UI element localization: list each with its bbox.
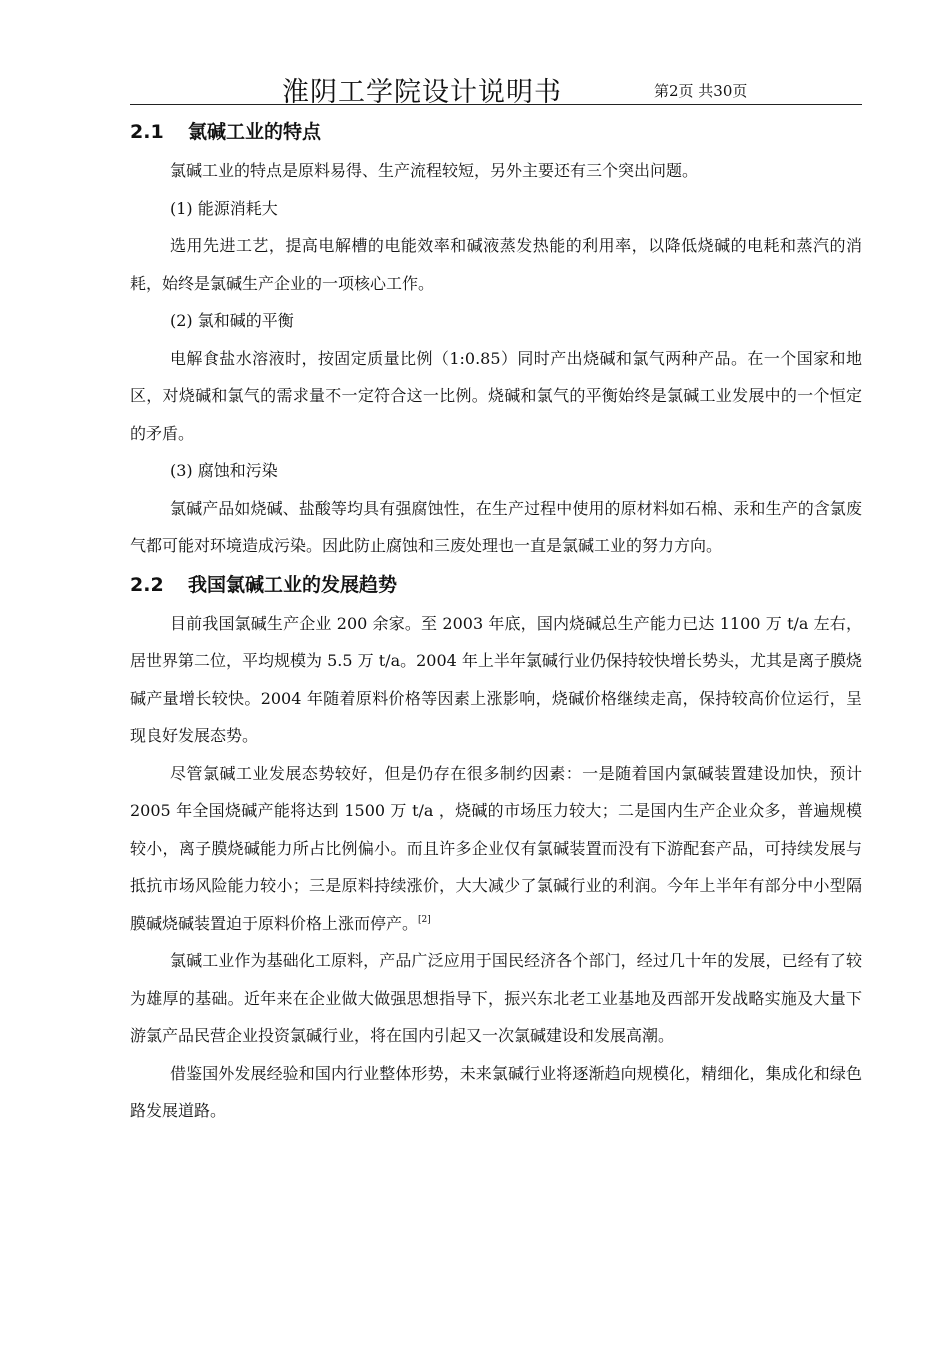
paragraph <box>130 755 862 943</box>
paragraph: 目前我国氯碱生产企业 200 余家。至 2003 年底，国内烧碱总生产能力已达 1100 万 t/a 左右，居世界第二位，平均规模为 5.5 万 t/a。2004 年上半年氯碱行业仍保持较快增长势头，尤其是离子膜烧碱产量增长较快。2004 年随着原料价格等因素上涨影响，烧碱价格继续走高，保持较高价位运行，呈现良好发展态势。 <box>130 613 862 745</box>
citation-ref: [2] <box>418 914 431 925</box>
section-number: 2.2 <box>130 573 164 596</box>
paragraph: 电解食盐水溶液时，按固定质量比例（1:0.85）同时产出烧碱和氯气两种产品。在一个国家和地区，对烧碱和氯气的需求量不一定符合这一比例。烧碱和氯气的平衡始终是氯碱工业发展中的一个恒定的矛盾。 <box>130 348 862 443</box>
section-title: 氯碱工业的特点 <box>188 121 322 143</box>
section-intro: 氯碱工业的特点是原料易得、生产流程较短，另外主要还有三个突出问题。 <box>170 161 699 180</box>
list-item-title: (3) 腐蚀和污染 <box>170 461 278 480</box>
document-body <box>130 112 862 1130</box>
list-item-title: (2) 氯和碱的平衡 <box>170 311 294 330</box>
list-item-title: (1) 能源消耗大 <box>170 198 278 218</box>
header-title: 淮阴工学院设计说明书 <box>282 77 562 108</box>
section-heading-2-2 <box>130 565 862 605</box>
section-number: 2.1 <box>130 121 164 143</box>
paragraph: 借鉴国外发展经验和国内行业整体形势，未来氯碱行业将逐渐趋向规模化，精细化，集成化和绿色路发展道路。 <box>130 1063 862 1120</box>
paragraph: 选用先进工艺，提高电解槽的电能效率和碱液蒸发热能的利用率，以降低烧碱的电耗和蒸汽的消耗，始终是氯碱生产企业的一项核心工作。 <box>130 236 862 293</box>
section-heading-2-1 <box>130 112 862 152</box>
section-title: 我国氯碱工业的发展趋势 <box>188 573 398 596</box>
paragraph: 氯碱产品如烧碱、盐酸等均具有强腐蚀性，在生产过程中使用的原材料如石棉、汞和生产的含氯废气都可能对环境造成污染。因此防止腐蚀和三废处理也一直是氯碱工业的努力方向。 <box>130 498 862 555</box>
paragraph-text: 尽管氯碱工业发展态势较好，但是仍存在很多制约因素：一是随着国内氯碱装置建设加快，预计 2005 年全国烧碱产能将达到 1500 万 t/a ，烧碱的市场压力较大；二是国内生产企业众多，普遍规模较小，离子膜烧碱能力所占比例偏小。而且许多企业仅有氯碱装置而没有下游配套产品，可持续发展与抵抗市场风险能力较小；三是原料持续涨价，大大减少了氯碱行业的利润。今年上半年有部分中小型隔膜碱烧碱装置迫于原料价格上涨而停产。 <box>130 763 862 933</box>
header-rule <box>130 104 862 105</box>
paragraph: 氯碱工业作为基础化工原料，产品广泛应用于国民经济各个部门，经过几十年的发展，已经有了较为雄厚的基础。近年来在企业做大做强思想指导下，振兴东北老工业基地及西部开发战略实施及大量下游氯产品民营企业投资氯碱行业，将在国内引起又一次氯碱建设和发展高潮。 <box>130 951 862 1045</box>
header-page-info: 第2页 共30页 <box>654 82 748 100</box>
